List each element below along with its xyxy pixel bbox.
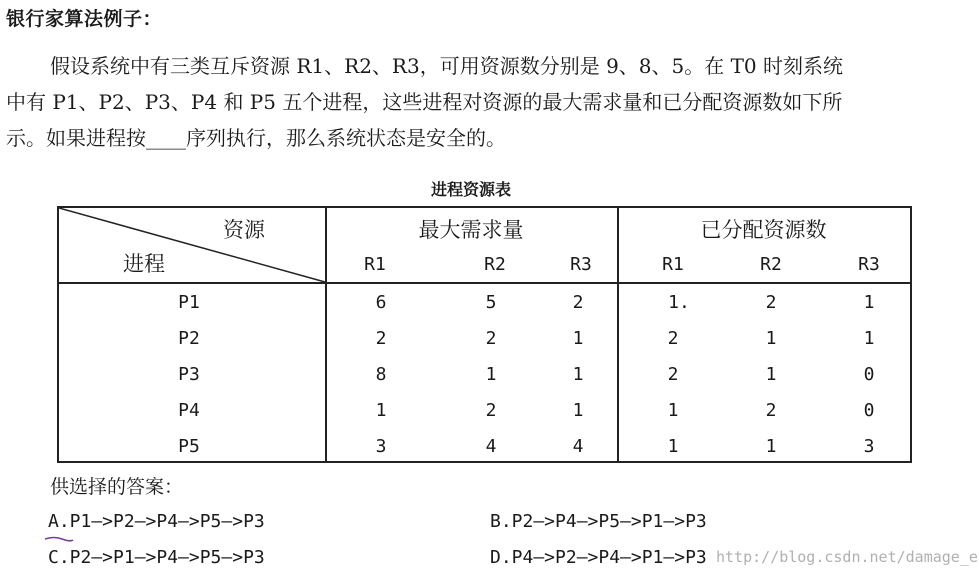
max-r1-value: 3 <box>375 436 387 457</box>
handwritten-underline-mark <box>44 535 74 543</box>
max-demand-header: 最大需求量 <box>418 218 524 242</box>
max-r3-value: 1 <box>572 328 584 349</box>
max-r1-value: 1 <box>375 400 387 421</box>
answer-option-b: B.P2—>P4—>P5—>P1—>P3 <box>490 511 707 532</box>
max-r3-value: 2 <box>572 292 584 313</box>
column-divider-groups <box>617 208 619 461</box>
page-heading: 银行家算法例子： <box>6 8 163 30</box>
alloc-r3-value: 0 <box>863 400 875 421</box>
max-r3-value: 4 <box>572 436 584 457</box>
alloc-r2-value: 1 <box>765 436 777 457</box>
max-r1-value: 8 <box>375 364 387 385</box>
alloc-r2-value: 2 <box>765 400 777 421</box>
row-process-label: P1 <box>178 292 200 313</box>
table-caption: 进程资源表 <box>431 180 512 199</box>
problem-paragraph <box>6 48 974 156</box>
subheader-alloc-r1: R1 <box>662 254 684 275</box>
alloc-r1-value: 2 <box>667 364 679 385</box>
allocated-header: 已分配资源数 <box>700 218 827 242</box>
subheader-alloc-r2: R2 <box>760 254 782 275</box>
process-resource-table <box>57 206 912 463</box>
subheader-max-r3: R3 <box>570 254 592 275</box>
max-r2-value: 1 <box>485 364 497 385</box>
alloc-r3-value: 1 <box>863 292 875 313</box>
max-r2-value: 4 <box>485 436 497 457</box>
row-process-label: P5 <box>178 436 200 457</box>
subheader-alloc-r3: R3 <box>858 254 880 275</box>
subheader-max-r2: R2 <box>484 254 506 275</box>
paragraph-line-1: 假设系统中有三类互斥资源 R1、R2、R3，可用资源数分别是 9、8、5。在 T0 时刻系统 <box>50 54 844 78</box>
paragraph-line-3: 示。如果进程按____序列执行，那么系统状态是安全的。 <box>6 126 506 150</box>
answer-option-d: D.P4—>P2—>P4—>P1—>P3 <box>490 547 707 568</box>
max-r1-value: 6 <box>375 292 387 313</box>
row-process-label: P2 <box>178 328 200 349</box>
corner-process-label: 进程 <box>123 252 165 276</box>
watermark-url: http://blog.csdn.net/damage_e <box>716 548 978 566</box>
alloc-r2-value: 1 <box>765 364 777 385</box>
alloc-r1-value: 1 <box>667 400 679 421</box>
max-r3-value: 1 <box>572 400 584 421</box>
corner-diagonal <box>59 208 327 284</box>
alloc-r1-value: 1. <box>668 292 690 313</box>
alloc-r3-value: 1 <box>863 328 875 349</box>
max-r1-value: 2 <box>375 328 387 349</box>
alloc-r2-value: 2 <box>765 292 777 313</box>
max-r2-value: 2 <box>485 400 497 421</box>
corner-resource-label: 资源 <box>223 218 265 242</box>
answers-title: 供选择的答案： <box>50 476 184 498</box>
alloc-r1-value: 1 <box>667 436 679 457</box>
alloc-r1-value: 2 <box>667 328 679 349</box>
alloc-r2-value: 1 <box>765 328 777 349</box>
alloc-r3-value: 3 <box>863 436 875 457</box>
max-r3-value: 1 <box>572 364 584 385</box>
row-process-label: P4 <box>178 400 200 421</box>
max-r2-value: 5 <box>485 292 497 313</box>
answer-option-a: A.P1—>P2—>P4—>P5—>P3 <box>48 511 265 532</box>
max-r2-value: 2 <box>485 328 497 349</box>
answer-option-c: C.P2—>P1—>P4—>P5—>P3 <box>48 547 265 568</box>
alloc-r3-value: 0 <box>863 364 875 385</box>
subheader-max-r1: R1 <box>364 254 386 275</box>
paragraph-line-2: 中有 P1、P2、P3、P4 和 P5 五个进程，这些进程对资源的最大需求量和已分配资源数如下所 <box>6 90 843 114</box>
row-process-label: P3 <box>178 364 200 385</box>
